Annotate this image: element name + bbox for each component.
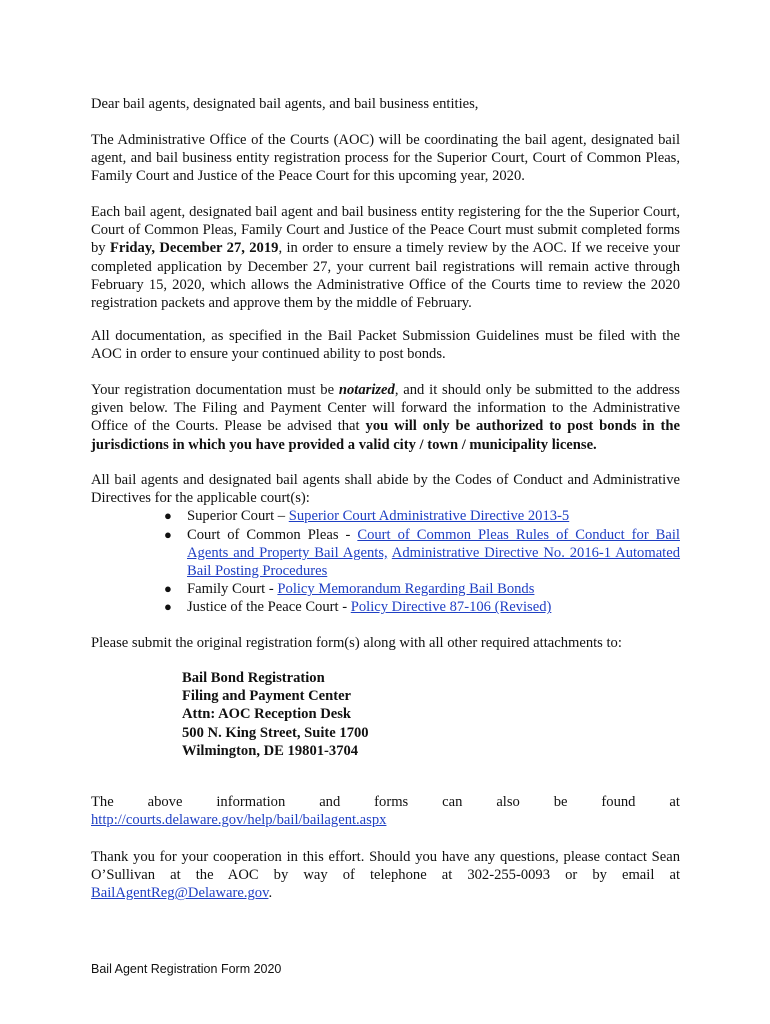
found-word: The [91, 794, 114, 810]
address-line: 500 N. King Street, Suite 1700 [182, 724, 369, 741]
address-line: Wilmington, DE 19801-3704 [182, 742, 359, 759]
jurisdiction-warning: you will only be authorized to post bonds in the jurisdictions in which you have provided a valid city / town / municipality license. [91, 418, 680, 453]
notarized-paragraph [91, 381, 680, 454]
bullet-icon: ● [164, 526, 172, 542]
notarized-word: notarized [338, 382, 395, 398]
paragraph-directives [91, 471, 680, 617]
greeting [91, 95, 680, 113]
found-word: be [553, 794, 568, 810]
deadline-date: Friday, December 27, 2019 [109, 240, 279, 257]
bullet-icon: ● [164, 508, 172, 524]
address-line: Bail Bond Registration [182, 670, 325, 686]
list-item-family-court [91, 580, 680, 598]
paragraph-deadline [91, 203, 680, 312]
found-word: at [669, 794, 680, 810]
common-pleas-rules-link[interactable]: Court of Common Pleas Rules of Conduct for Bail Agents and Property Bail Agents, [187, 526, 680, 561]
submit-text: Please submit the original registration form(s) along with all other required attachments to: [91, 635, 622, 651]
thanks-paragraph [91, 848, 680, 903]
found-word: information [216, 794, 286, 810]
thanks-text: Thank you for your cooperation in this effort. Should you have any questions, please contact Sean O’Sullivan at the AOC by way of telephone at 302-255-0093 or by email at [91, 849, 680, 884]
thanks-period: . [268, 885, 273, 902]
notarized-text-2: , and it should only be submitted to the address given below. The Filing and Payment Center will forward the information to the Administrative Office of the Courts. Please be advised that [91, 382, 680, 435]
found-word: above [147, 794, 183, 810]
bail-agent-page-link[interactable]: http://courts.delaware.gov/help/bail/bailagent.aspx [91, 812, 387, 828]
found-word: also [496, 794, 520, 810]
found-url-line [91, 811, 680, 829]
family-court-policy-link[interactable]: Policy Memorandum Regarding Bail Bonds [277, 581, 535, 598]
justice-peace-directive-link[interactable]: Policy Directive 87-106 (Revised) [350, 599, 552, 616]
common-pleas-label: Court of Common Pleas - [187, 526, 358, 543]
paragraph-intro [91, 131, 680, 186]
address-line: Attn: AOC Reception Desk [182, 706, 352, 723]
paragraph-documentation [91, 327, 680, 363]
directives-list [91, 507, 680, 616]
found-word: found [601, 794, 636, 810]
superior-court-label: Superior Court – [187, 508, 289, 525]
intro-text: The Administrative Office of the Courts (AOC) will be coordinating the bail agent, designated bail agent, and bail business entity registration process for the Superior Court, Court of Common Pleas, Family Court and Justice of the Peace Court for this upcoming year, 2020. [91, 132, 680, 185]
paragraph-notarized [91, 381, 680, 454]
administrative-directive-link[interactable]: Administrative Directive No. 2016-1 Automated Bail Posting Procedures [187, 544, 681, 580]
deadline-text-2: , in order to ensure a timely review by the AOC. If we receive your completed application by December 27, your current bail registrations will remain active through February 15, 2020, which allows the Administrative Office of the Courts time to review the 2020 registration packets and approve them by the middle of February. [91, 240, 681, 312]
list-item-common-pleas [91, 526, 680, 581]
documentation-text: All documentation, as specified in the Bail Packet Submission Guidelines must be filed with the AOC in order to ensure your continued ability to post bonds. [91, 328, 680, 363]
notarized-text-1: Your registration documentation must be [91, 382, 339, 398]
address-line: Filing and Payment Center [182, 688, 352, 705]
contact-email-link[interactable]: BailAgentReg@Delaware.gov [91, 885, 269, 902]
superior-court-directive-link[interactable]: Superior Court Administrative Directive 2013-5 [288, 508, 570, 525]
list-item-superior-court [91, 507, 680, 525]
justice-peace-label: Justice of the Peace Court - [187, 599, 351, 616]
bullet-icon: ● [164, 581, 172, 597]
bullet-icon: ● [164, 599, 172, 615]
paragraph-thanks [91, 848, 680, 903]
found-word: and [319, 794, 341, 810]
greeting-text: Dear bail agents, designated bail agents, and bail business entities, [91, 96, 479, 112]
found-at-line [91, 793, 680, 811]
found-word: can [442, 794, 463, 810]
paragraph-submit [91, 634, 680, 652]
page-footer: Bail Agent Registration Form 2020 [91, 962, 282, 976]
list-item-justice-peace [91, 598, 680, 616]
directives-text: All bail agents and designated bail agents shall abide by the Codes of Conduct and Administrative Directives for the applicable court(s): [91, 472, 680, 507]
deadline-paragraph [91, 203, 680, 312]
deadline-text-1: Each bail agent, designated bail agent and bail business entity registering for the the Superior Court, Court of Common Pleas, Family Court and Justice of the Peace Court must submit completed forms by [91, 204, 680, 257]
found-word: forms [374, 794, 409, 810]
mailing-address [182, 669, 369, 760]
family-court-label: Family Court - [187, 581, 278, 598]
